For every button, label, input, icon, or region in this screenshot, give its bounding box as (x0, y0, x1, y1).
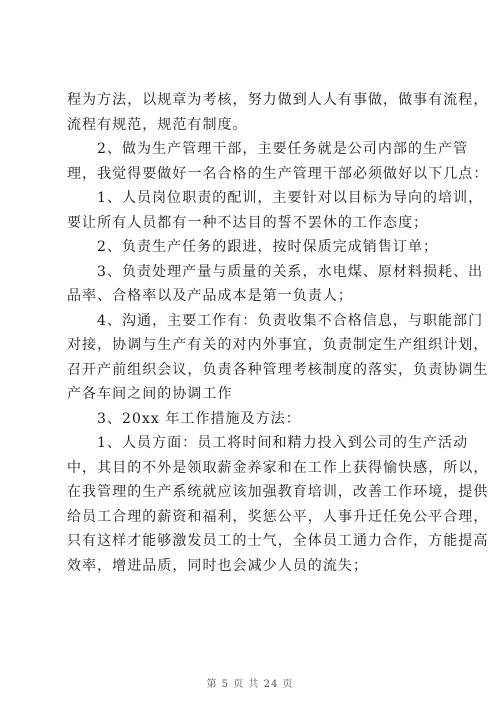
text-line: 产各车间之间的协调工作 (67, 386, 233, 402)
text-line: 2、负责生产任务的跟进，按时保质完成销售订单； (97, 239, 439, 255)
text-line: 2、做为生产管理干部，主要任务就是公司内部的生产管 (97, 141, 469, 157)
paragraph (67, 137, 489, 186)
paragraph (67, 431, 489, 578)
text-line: 对接，协调与生产有关的对内外事宜，负责制定生产组织计划， (67, 337, 489, 353)
text-line: 3、负责处理产量与质量的关系，水电煤、原材料损耗、出 (97, 263, 484, 280)
text-line: 4、沟通，主要工作有：负责收集不合格信息，与职能部门 (97, 312, 484, 329)
text-line: 中，其目的不外是领取薪金养家和在工作上获得愉快感，所以， (67, 459, 489, 476)
text-line: 效率，增进品质，同时也会减少人员的流失； (67, 557, 368, 574)
paragraph (67, 309, 489, 407)
paragraph (67, 235, 441, 260)
text-line: 给员工合理的薪资和福利，奖惩公平，人事升迁任免公平合理， (67, 508, 489, 525)
text-line: 流程有规范，规范有制度。 (67, 116, 248, 133)
text-line: 品率、合格率以及产品成本是第一负责人； (67, 288, 353, 304)
text-line: 1、人员方面：员工将时间和精力投入到公司的生产活动 (97, 435, 469, 451)
text-line: 3、20xx 年工作措施及方法： (97, 410, 301, 427)
text-line: 召开产前组织会议，负责各种管理考核制度的落实，负责协调生 (67, 361, 489, 378)
text-line: 在我管理的生产系统就应该加强教育培训，改善工作环境，提供 (67, 484, 489, 500)
paragraph (67, 260, 484, 309)
text-line: 要让所有人员都有一种不达目的誓不罢休的工作态度； (67, 214, 429, 231)
document-body (67, 88, 489, 578)
paragraph (67, 186, 484, 235)
page-footer: 第 5 页 共 24 页 (206, 679, 294, 690)
text-line: 只有这样才能够激发员工的士气，全体员工通力合作，方能提高 (67, 533, 489, 549)
paragraph (67, 407, 441, 432)
paragraph (67, 88, 489, 137)
text-line: 1、人员岗位职责的配训，主要针对以目标为导向的培训， (97, 190, 484, 206)
text-line: 理，我觉得要做好一名合格的生产管理干部必须做好以下几点： (67, 165, 489, 182)
text-line: 程为方法，以规章为考核，努力做到人人有事做，做事有流程， (67, 92, 489, 108)
